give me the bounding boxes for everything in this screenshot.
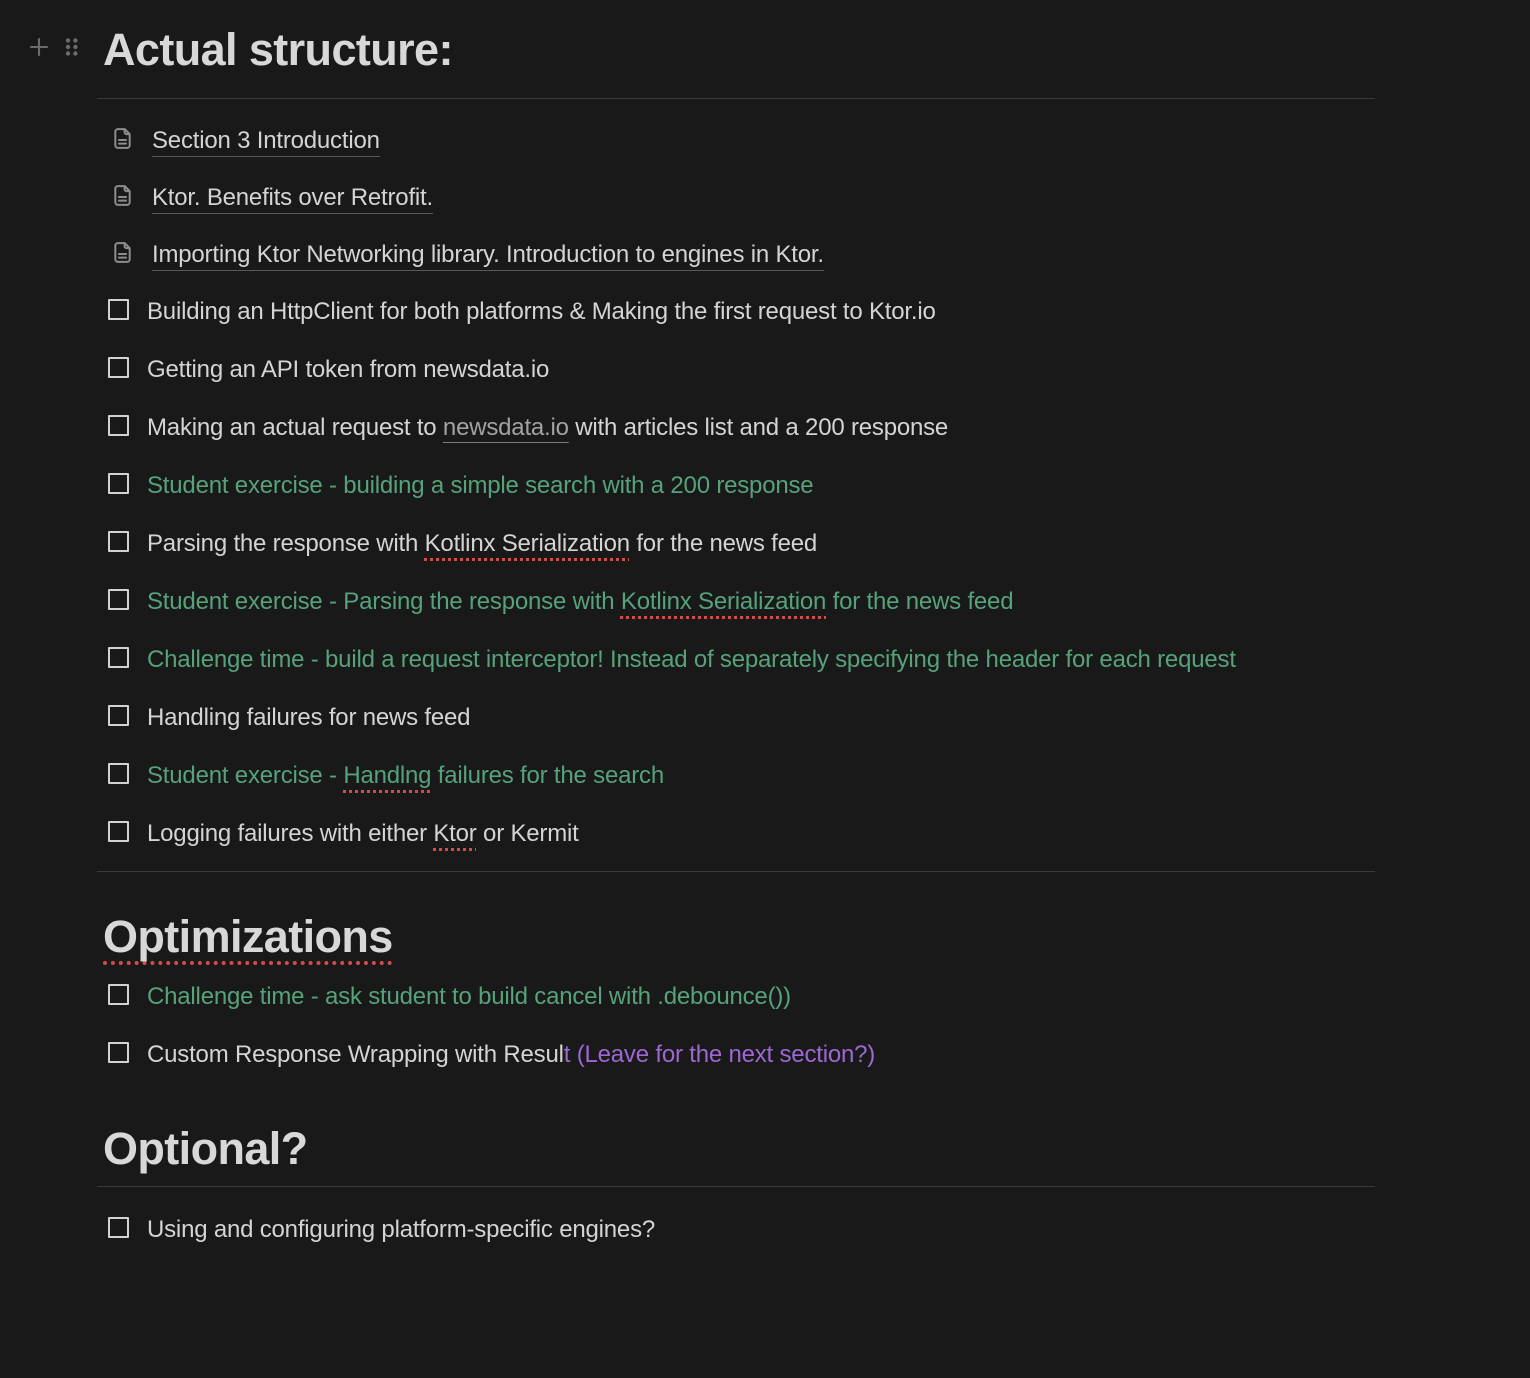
text-segment: Challenge time - build a request interceptor! Instead of separately specifying the header for each request bbox=[147, 646, 1236, 673]
todo-item bbox=[97, 291, 1375, 333]
heading-actual-structure bbox=[103, 20, 1375, 80]
todo-item bbox=[97, 976, 1375, 1018]
colored-text: t (Leave for the next section?) bbox=[563, 1041, 876, 1068]
text-segment: Student exercise - Parsing the response with bbox=[147, 588, 621, 615]
todo-checkbox[interactable] bbox=[108, 647, 129, 668]
todo-text[interactable] bbox=[147, 291, 936, 333]
text-segment: Parsing the response with bbox=[147, 530, 425, 557]
todo-list-main bbox=[97, 291, 1375, 855]
todo-text[interactable] bbox=[147, 755, 664, 797]
todo-item bbox=[97, 581, 1375, 623]
todo-checkbox[interactable] bbox=[108, 589, 129, 610]
page-icon bbox=[110, 126, 135, 151]
text-segment: Logging failures with either bbox=[147, 820, 434, 847]
misspelled-text: Handlng bbox=[343, 762, 432, 789]
plus-icon bbox=[26, 34, 52, 60]
page-title-text: Actual structure: bbox=[103, 24, 453, 75]
todo-text[interactable] bbox=[147, 1034, 875, 1076]
todo-item bbox=[97, 697, 1375, 739]
todo-text[interactable] bbox=[147, 639, 1236, 681]
misspelled-text: Kotlinx Serialization bbox=[620, 588, 827, 615]
add-block-button[interactable] bbox=[26, 34, 52, 60]
todo-checkbox[interactable] bbox=[108, 1217, 129, 1238]
todo-checkbox[interactable] bbox=[108, 763, 129, 784]
todo-item bbox=[97, 523, 1375, 565]
text-segment: or Kermit bbox=[476, 820, 579, 847]
todo-checkbox[interactable] bbox=[108, 299, 129, 320]
todo-checkbox[interactable] bbox=[108, 473, 129, 494]
todo-item bbox=[97, 407, 1375, 449]
todo-item bbox=[97, 1209, 1375, 1251]
page-icon bbox=[110, 183, 135, 208]
block-controls bbox=[26, 34, 80, 60]
text-segment: Handling failures for news feed bbox=[147, 704, 471, 731]
divider bbox=[97, 98, 1375, 99]
todo-item bbox=[97, 755, 1375, 797]
todo-checkbox[interactable] bbox=[108, 357, 129, 378]
todo-list-optional bbox=[97, 1209, 1375, 1251]
todo-item bbox=[97, 813, 1375, 855]
todo-list-optimizations bbox=[97, 976, 1375, 1076]
divider bbox=[97, 871, 1375, 872]
todo-checkbox[interactable] bbox=[108, 531, 129, 552]
page-link[interactable] bbox=[97, 226, 1375, 283]
page-link-title: Section 3 Introduction bbox=[152, 126, 380, 154]
inline-link[interactable]: newsdata.io bbox=[442, 414, 569, 441]
page-link-title: Ktor. Benefits over Retrofit. bbox=[152, 183, 433, 211]
text-segment: Student exercise - bbox=[147, 762, 344, 789]
todo-checkbox[interactable] bbox=[108, 415, 129, 436]
drag-handle-icon bbox=[63, 34, 80, 60]
text-segment: Using and configuring platform-specific engines? bbox=[147, 1216, 656, 1243]
misspelled-text: Ktor bbox=[433, 820, 477, 847]
todo-text[interactable] bbox=[147, 697, 470, 739]
todo-text[interactable] bbox=[147, 407, 948, 449]
divider bbox=[97, 1186, 1375, 1187]
text-segment: Student exercise - building a simple search with a 200 response bbox=[147, 472, 814, 499]
todo-text[interactable] bbox=[147, 465, 813, 507]
text-segment: Making an actual request to bbox=[147, 414, 443, 441]
todo-text[interactable] bbox=[147, 581, 1013, 623]
heading-text: Optional? bbox=[103, 1123, 308, 1174]
todo-checkbox[interactable] bbox=[108, 1042, 129, 1063]
text-segment: Custom Response Wrapping with Resul bbox=[147, 1041, 564, 1068]
todo-text[interactable] bbox=[147, 349, 549, 391]
text-segment: Challenge time - ask student to build cancel with .debounce()) bbox=[147, 983, 791, 1010]
todo-text[interactable] bbox=[147, 976, 791, 1018]
text-segment: for the news feed bbox=[826, 588, 1014, 615]
text-segment: Building an HttpClient for both platforms & Making the first request to Ktor.io bbox=[147, 298, 936, 325]
drag-handle[interactable] bbox=[63, 34, 80, 60]
heading-optional bbox=[103, 1120, 1375, 1178]
heading-optimizations bbox=[103, 908, 1375, 966]
todo-text[interactable] bbox=[147, 1209, 655, 1251]
misspelled-text: Kotlinx Serialization bbox=[424, 530, 630, 557]
page-icon bbox=[110, 240, 135, 265]
todo-item bbox=[97, 465, 1375, 507]
todo-checkbox[interactable] bbox=[108, 984, 129, 1005]
page-link-title: Importing Ktor Networking library. Introduction to engines in Ktor. bbox=[152, 240, 824, 268]
page-link-list bbox=[97, 112, 1375, 283]
text-segment: with articles list and a 200 response bbox=[568, 414, 949, 441]
todo-item bbox=[97, 1034, 1375, 1076]
text-segment: Getting an API token from newsdata.io bbox=[147, 356, 550, 383]
text-segment: failures for the search bbox=[431, 762, 664, 789]
misspelled-heading-text: Optimizations bbox=[103, 911, 393, 962]
todo-item bbox=[97, 639, 1375, 681]
todo-checkbox[interactable] bbox=[108, 705, 129, 726]
todo-item bbox=[97, 349, 1375, 391]
todo-text[interactable] bbox=[147, 523, 817, 565]
todo-checkbox[interactable] bbox=[108, 821, 129, 842]
page-link[interactable] bbox=[97, 169, 1375, 226]
todo-text[interactable] bbox=[147, 813, 579, 855]
text-segment: for the news feed bbox=[629, 530, 818, 557]
page-link[interactable] bbox=[97, 112, 1375, 169]
